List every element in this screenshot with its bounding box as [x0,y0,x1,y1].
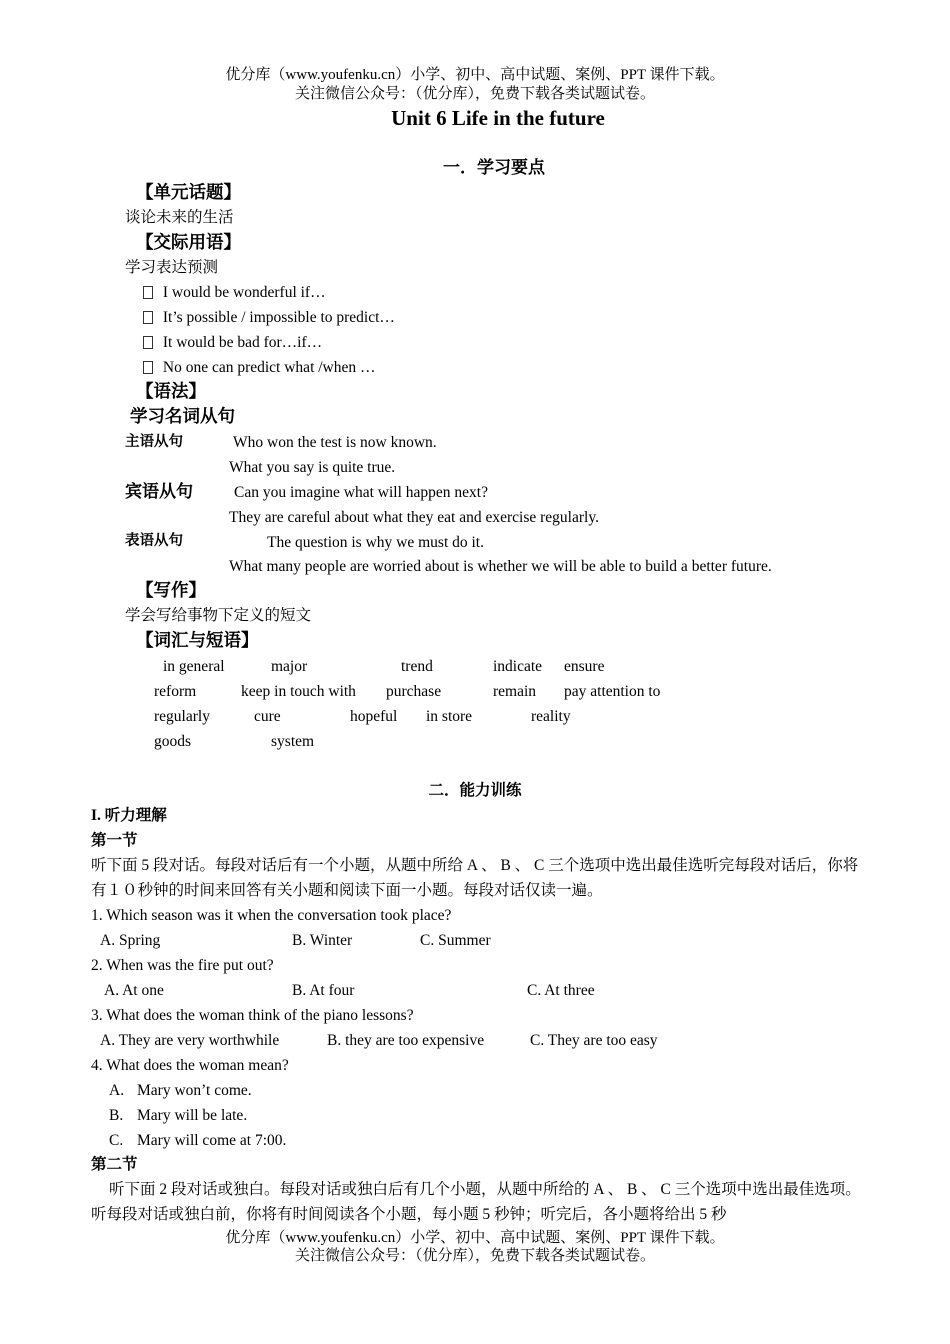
communication-intro: 学习表达预测 [125,259,219,276]
question-3-option-c: C. They are too easy [530,1032,658,1049]
subject-clause-example-2: What you say is quite true. [229,459,396,476]
subject-clause-label: 主语从句 [125,434,183,450]
object-clause-label: 宾语从句 [125,482,193,501]
question-1-option-b: B. Winter [292,932,353,949]
subject-clause-example-1: Who won the test is now known. [233,434,437,451]
question-2-option-c: C. At three [527,982,595,999]
vocab-label: 【词汇与短语】 [136,630,259,650]
section-1-heading: 一．学习要点 [443,158,545,177]
vocab-word: cure [254,708,281,725]
communication-item-text: No one can predict what /when … [162,359,376,376]
instructions-2: 听下面 2 段对话或独白。每段对话或独白后有几个小题，从题中所给的 A 、 B 、 C 三个选项中选出最佳选项。听每段对话或独白前，你将有时间阅读各个小题，每小题 5 秒钟；听完后，各小题将给出 5 秒 [91,1181,861,1223]
predicative-clause-label: 表语从句 [125,533,183,549]
question-4-option-a-letter: A. [109,1082,125,1099]
vocab-word: ensure [564,658,605,675]
vocab-word: remain [493,683,537,700]
communication-item [143,335,322,351]
vocab-word: reality [531,708,571,725]
vocab-word: hopeful [350,708,398,725]
question-2-option-a: A. At one [104,982,164,999]
vocab-word: pay attention to [564,683,661,700]
communication-item [143,360,376,376]
vocab-word: indicate [493,658,543,675]
topic-label: 【单元话题】 [136,182,241,202]
communication-item [143,310,395,326]
instructions-1: 听下面 5 段对话。每段对话后有一个小题，从题中所给 A 、 B 、 C 三个选项中选出最佳选听完每段对话后，你将有１０秒钟的时间来回答有关小题和阅读下面一小题。每段对话仅读一遍。 [91,857,859,899]
question-1-option-a: A. Spring [100,932,161,949]
header-line-2: 关注微信公众号：（优分库），免费下载各类试题试卷。 [294,86,655,102]
question-4: 4. What does the woman mean? [91,1057,289,1074]
part-1-heading: I. 听力理解 [91,807,167,824]
bullet-icon [143,311,153,324]
footer-line-1: 优分库（www.youfenku.cn）小学、初中、高中试题、案例、PPT 课件下载。 [225,1230,725,1246]
communication-item-text: I would be wonderful if… [162,284,326,301]
topic-text: 谈论未来的生活 [125,209,234,226]
writing-text: 学会写给事物下定义的短文 [125,607,312,624]
bullet-icon [143,361,153,374]
sub-section-2-heading: 第二节 [91,1156,138,1173]
question-4-option-c-letter: C. [109,1132,124,1149]
vocab-word: major [271,658,308,675]
question-3-option-b: B. they are too expensive [327,1032,485,1049]
communication-item-text: It’s possible / impossible to predict… [162,309,395,326]
communication-item [143,285,326,301]
question-3: 3. What does the woman think of the piano lessons? [91,1007,414,1024]
vocab-word: keep in touch with [241,683,356,700]
vocab-word: system [271,733,315,750]
communication-item-text: It would be bad for…if… [162,334,323,351]
header-line-1: 优分库（www.youfenku.cn）小学、初中、高中试题、案例、PPT 课件下载。 [225,67,725,83]
question-2-option-b: B. At four [292,982,355,999]
vocab-word: goods [154,733,192,750]
question-4-option-b-text: Mary will be late. [137,1107,248,1124]
vocab-word: purchase [386,683,442,700]
predicative-clause-example-2: What many people are worried about is whether we will be able to build a better future. [229,558,772,575]
bullet-icon [143,336,153,349]
footer-line-2: 关注微信公众号：（优分库），免费下载各类试题试卷。 [294,1248,655,1264]
grammar-label: 【语法】 [136,381,206,401]
vocab-word: reform [154,683,197,700]
object-clause-example-1: Can you imagine what will happen next? [234,484,488,501]
object-clause-example-2: They are careful about what they eat and exercise regularly. [229,509,599,526]
section-2-heading: 二．能力训练 [428,782,522,799]
vocab-word: regularly [154,708,210,725]
sub-section-1-heading: 第一节 [91,832,138,849]
question-3-option-a: A. They are very worthwhile [100,1032,280,1049]
page-title: Unit 6 Life in the future [391,106,605,130]
question-2: 2. When was the fire put out? [91,957,274,974]
question-1-option-c: C. Summer [420,932,491,949]
question-4-option-c-text: Mary will come at 7:00. [137,1132,287,1149]
vocab-word: trend [401,658,433,675]
vocab-word: in general [163,658,225,675]
question-1: 1. Which season was it when the conversation took place? [91,907,452,924]
question-4-option-b-letter: B. [109,1107,124,1124]
question-4-option-a-text: Mary won’t come. [137,1082,252,1099]
predicative-clause-example-1: The question is why we must do it. [267,534,484,551]
grammar-sub: 学习名词从句 [130,406,235,426]
writing-label: 【写作】 [136,580,206,600]
communication-label: 【交际用语】 [136,232,241,252]
vocab-word: in store [426,708,473,725]
bullet-icon [143,286,153,299]
